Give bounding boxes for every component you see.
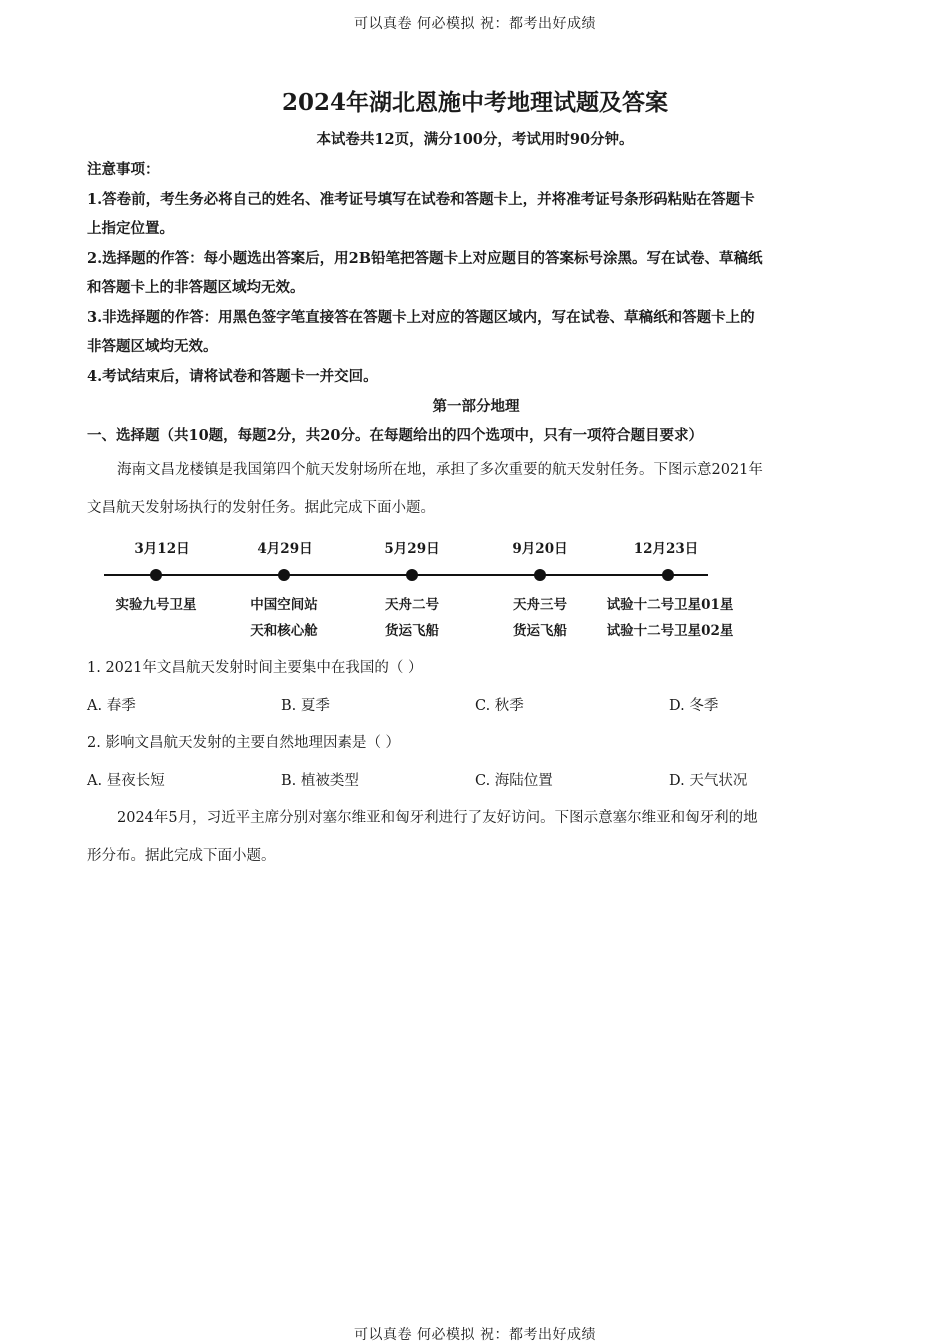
notice-line: 4.考试结束后，请将试卷和答题卡一并交回。 — [87, 368, 378, 385]
notice-heading: 注意事项： — [87, 161, 160, 178]
mission-name: 天舟三号 — [513, 597, 567, 613]
notice-line: 和答题卡上的非答题区域均无效。 — [87, 279, 305, 296]
notice-line: 非答题区域均无效。 — [87, 338, 218, 355]
timeline-point — [406, 569, 418, 581]
section-title: 一、选择题（共10题，每题2分，共20分。在每题给出的四个选项中，只有一项符合题目要求） — [87, 427, 703, 444]
timeline-point — [150, 569, 162, 581]
exam-subtitle: 本试卷共12页，满分100分，考试用时90分钟。 — [316, 131, 634, 148]
passage-line: 海南文昌龙楼镇是我国第四个航天发射场所在地，承担了多次重要的航天发射任务。下图示意2021年 — [117, 462, 763, 478]
answer-option-d: D. 天气状况 — [669, 773, 748, 789]
answer-option-b: B. 植被类型 — [281, 773, 359, 789]
exam-title: 2024年湖北恩施中考地理试题及答案 — [281, 89, 668, 116]
timeline-label — [607, 592, 734, 644]
answer-option-c: C. 秋季 — [475, 698, 524, 714]
mission-name: 天舟二号 — [385, 597, 439, 613]
timeline-label — [250, 592, 318, 644]
page-footer: 可以真卷 何必模拟 祝：都考出好成绩 — [354, 1327, 596, 1343]
timeline-label — [513, 592, 567, 644]
notice-line: 上指定位置。 — [87, 220, 174, 237]
mission-name: 中国空间站 — [250, 597, 318, 613]
mission-name: 货运飞船 — [385, 623, 439, 639]
timeline-date: 3月12日 — [134, 541, 190, 557]
timeline-date: 5月29日 — [384, 541, 440, 557]
timeline-date: 9月20日 — [512, 541, 568, 557]
passage-line: 文昌航天发射场执行的发射任务。据此完成下面小题。 — [87, 500, 435, 516]
mission-name: 试验十二号卫星02星 — [606, 623, 734, 639]
timeline-label — [116, 592, 197, 618]
answer-option-b: B. 夏季 — [281, 698, 330, 714]
timeline-date: 4月29日 — [257, 541, 313, 557]
timeline-date: 12月23日 — [633, 541, 699, 557]
timeline-point — [662, 569, 674, 581]
answer-option-a: A. 春季 — [87, 698, 136, 714]
notice-line: 3.非选择题的作答：用黑色签字笔直接答在答题卡上对应的答题区域内，写在试卷、草稿纸和答题卡上的 — [87, 309, 755, 326]
question-stem: 2. 影响文昌航天发射的主要自然地理因素是（ ） — [87, 735, 401, 751]
launch-timeline — [100, 532, 750, 642]
answer-option-d: D. 冬季 — [669, 698, 719, 714]
answer-option-c: C. 海陆位置 — [475, 773, 553, 789]
question-stem: 1. 2021年文昌航天发射时间主要集中在我国的（ ） — [87, 660, 423, 676]
notice-line: 1.答卷前，考生务必将自己的姓名、准考证号填写在试卷和答题卡上，并将准考证号条形码粘贴在答题卡 — [87, 191, 755, 208]
mission-name: 天和核心舱 — [250, 623, 318, 639]
timeline-point — [278, 569, 290, 581]
page-header: 可以真卷 何必模拟 祝：都考出好成绩 — [354, 16, 596, 32]
answer-option-a: A. 昼夜长短 — [87, 773, 165, 789]
notice-line: 2.选择题的作答：每小题选出答案后，用2B铅笔把答题卡上对应题目的答案标号涂黑。写在试卷、草稿纸 — [87, 250, 763, 267]
timeline-label — [385, 592, 439, 644]
mission-name: 试验十二号卫星01星 — [606, 597, 734, 613]
passage-line: 2024年5月，习近平主席分别对塞尔维亚和匈牙利进行了友好访问。下图示意塞尔维亚和匈牙利的地 — [117, 810, 758, 826]
mission-name: 实验九号卫星 — [115, 597, 197, 613]
timeline-point — [534, 569, 546, 581]
part-title: 第一部分地理 — [432, 398, 520, 415]
passage-line: 形分布。据此完成下面小题。 — [87, 848, 276, 864]
mission-name: 货运飞船 — [513, 623, 567, 639]
